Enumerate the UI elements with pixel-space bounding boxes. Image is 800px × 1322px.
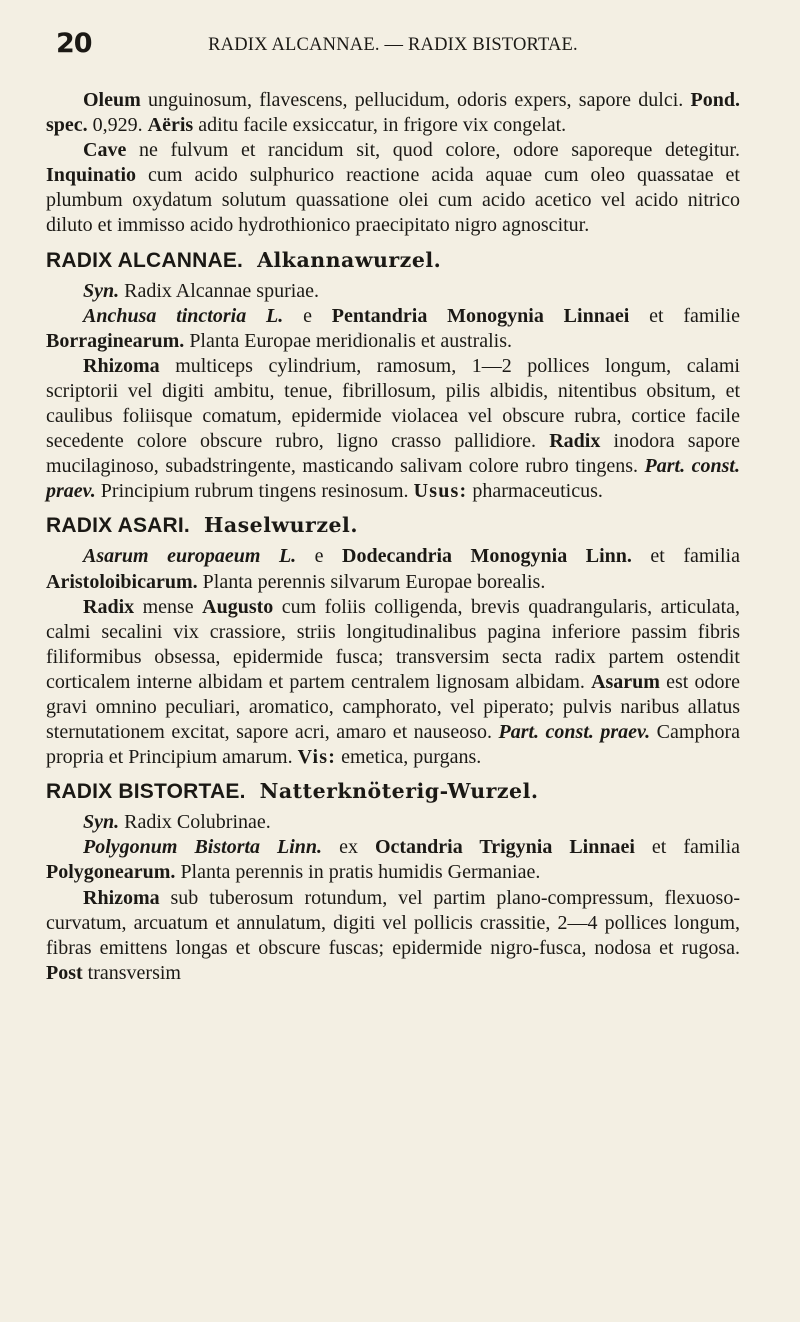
text-run: mense bbox=[134, 595, 203, 618]
text-run: e bbox=[296, 545, 343, 568]
running-title: RADIX ALCANNAE. — RADIX BISTORTAE. bbox=[208, 35, 578, 55]
text-run: Aristoloibicarum. bbox=[46, 570, 198, 593]
text-run: Cave bbox=[83, 139, 127, 162]
text-run: unguinosum, flavescens, pellucidum, odoris expers, sapore dulci. bbox=[140, 89, 691, 111]
text-run: Radix bbox=[83, 595, 135, 618]
entry-german-name: Natterknöterig-Wurzel. bbox=[259, 779, 539, 804]
text-run: e bbox=[283, 304, 332, 327]
text-run: Planta Europae meridionalis et australis. bbox=[184, 329, 512, 352]
text-run: aditu facile exsiccatur, in frigore vix congelat. bbox=[193, 114, 567, 137]
entry-plant-origin bbox=[46, 835, 740, 885]
entry-german-name: Alkannawurzel. bbox=[257, 247, 442, 272]
text-run: et familie bbox=[629, 304, 740, 327]
text-run: Inquinatio bbox=[46, 164, 137, 187]
text-run: et familia bbox=[634, 836, 740, 859]
entry-plant-origin bbox=[46, 304, 740, 354]
page-body bbox=[46, 88, 740, 986]
text-run: Asarum bbox=[591, 670, 660, 693]
text-run: transversim bbox=[82, 961, 181, 984]
entry-latin-name: RADIX ALCANNAE. bbox=[46, 248, 244, 272]
entry-latin-name: RADIX ASARI. bbox=[46, 514, 190, 538]
text-run: Augusto bbox=[202, 595, 274, 618]
text-run: cum foliis colligenda, brevis quadrangularis, articulata, calmi secalini vix crassiore, striis longitudinalibus pagina inferiore passim fibris filiformibus obsessa, epidermide fusca; transversim secta radix partem ostendit corticalem interne albidam et partem centralem lignosam albidam. bbox=[46, 595, 741, 693]
text-run: Polygonum Bistorta Linn. bbox=[83, 836, 323, 859]
text-run: Planta perennis silvarum Europae borealis. bbox=[197, 570, 546, 593]
entry-plant-origin bbox=[46, 544, 740, 594]
text-run: inodora sapore mucilaginoso, subadstringente, masticando salivam colore rubro tingens. bbox=[46, 430, 740, 478]
entry-latin-name: RADIX BISTORTAE. bbox=[46, 780, 246, 804]
entry-rhizoma-description bbox=[46, 354, 740, 505]
running-head bbox=[46, 22, 740, 70]
text-run: ex bbox=[322, 836, 375, 859]
entry-german-name: Haselwurzel. bbox=[203, 513, 358, 538]
lead-word: Oleum bbox=[83, 89, 141, 111]
entry-heading-bistortae bbox=[46, 777, 740, 807]
text-run: Octandria Trigynia Linnaei bbox=[374, 836, 635, 859]
text-run: Camphora propria et Principium amarum. bbox=[46, 721, 740, 769]
text-run: cum acido sulphurico reactione acida aquae cum oleo quassatae et plumbum oxydatum solutum quassatione olei cum acido acetico vel acido nitrico diluto et immisso acido hydrothionico praecipitato nigro agnoscitur. bbox=[46, 164, 740, 237]
text-run: Pond. spec. bbox=[46, 89, 740, 137]
text-run: sub tuberosum rotundum, vel partim plano-compressum, flexuoso-curvatum, arcuatum et annulatum, digiti vel pollicis crassitie, 2—4 pollices longum, fibras emittens longas et obscure fuscas; epidermide nigro-fusca, nodosa et rugosa. bbox=[46, 886, 740, 959]
text-run: est odore gravi omnino peculiari, aromatico, camphorato, vel piperato; pulvis naribus allatus sternutationem excitat, sapore acri, amaro et nauseoso. bbox=[46, 670, 740, 744]
entry-radix-description bbox=[46, 595, 740, 771]
text-run: Dodecandria Monogynia Linn. bbox=[342, 545, 632, 568]
text-run: emetica, purgans. bbox=[336, 746, 482, 769]
text-run: Asarum europaeum L. bbox=[83, 545, 297, 568]
synonym-label: Syn. bbox=[83, 811, 120, 834]
text-run: Pentandria Monogynia Linnaei bbox=[331, 304, 630, 327]
text-run: Radix bbox=[549, 430, 601, 453]
entry-synonym bbox=[46, 279, 740, 304]
text-run: Usus: bbox=[413, 480, 468, 503]
entry-heading-alcannae bbox=[46, 246, 740, 276]
page-number: 20 bbox=[56, 28, 92, 59]
text-run: ne fulvum et rancidum sit, quod colore, odore saporeque detegitur. bbox=[126, 139, 740, 162]
intro-paragraph-oil-description bbox=[46, 88, 740, 138]
text-run: Part. const. praev. bbox=[498, 721, 651, 744]
synonym-text: Radix Alcannae spuriae. bbox=[124, 279, 320, 302]
text-run: Borraginearum. bbox=[46, 329, 185, 352]
text-run: Planta perennis in pratis humidis Germaniae. bbox=[175, 861, 541, 884]
text-run: Vis: bbox=[297, 746, 337, 769]
text-run: Rhizoma bbox=[83, 354, 160, 377]
text-run: Post bbox=[46, 961, 83, 984]
synonym-text: Radix Colubrinae. bbox=[124, 811, 271, 834]
intro-paragraph-oil-impurities bbox=[46, 138, 740, 238]
text-run: Anchusa tinctoria L. bbox=[83, 304, 284, 327]
text-run: Rhizoma bbox=[83, 886, 160, 909]
text-run: et familia bbox=[631, 545, 740, 568]
entry-rhizoma-description bbox=[46, 886, 740, 986]
text-run: Polygonearum. bbox=[46, 861, 176, 884]
synonym-label: Syn. bbox=[83, 279, 120, 302]
text-run: Aëris bbox=[147, 114, 194, 137]
text-run: Part. const. praev. bbox=[46, 455, 740, 503]
entry-heading-asari bbox=[46, 511, 740, 541]
text-run: pharmaceuticus. bbox=[467, 480, 603, 503]
text-run: multiceps cylindrium, ramosum, 1—2 pollices longum, calami scriptorii vel digiti ambitu, tenue, fibrillosum, pilis albidis, nitentibus obsitum, et caulibus foliisque comatum, epidermide violacea vel obscure rubra, cortice facile secedente colore obscure rubro, ligno crasso pallidiore. bbox=[46, 354, 740, 453]
text-run: Principium rubrum tingens resinosum. bbox=[95, 480, 414, 503]
text-run: 0,929. bbox=[87, 114, 148, 137]
entry-synonym bbox=[46, 810, 740, 835]
